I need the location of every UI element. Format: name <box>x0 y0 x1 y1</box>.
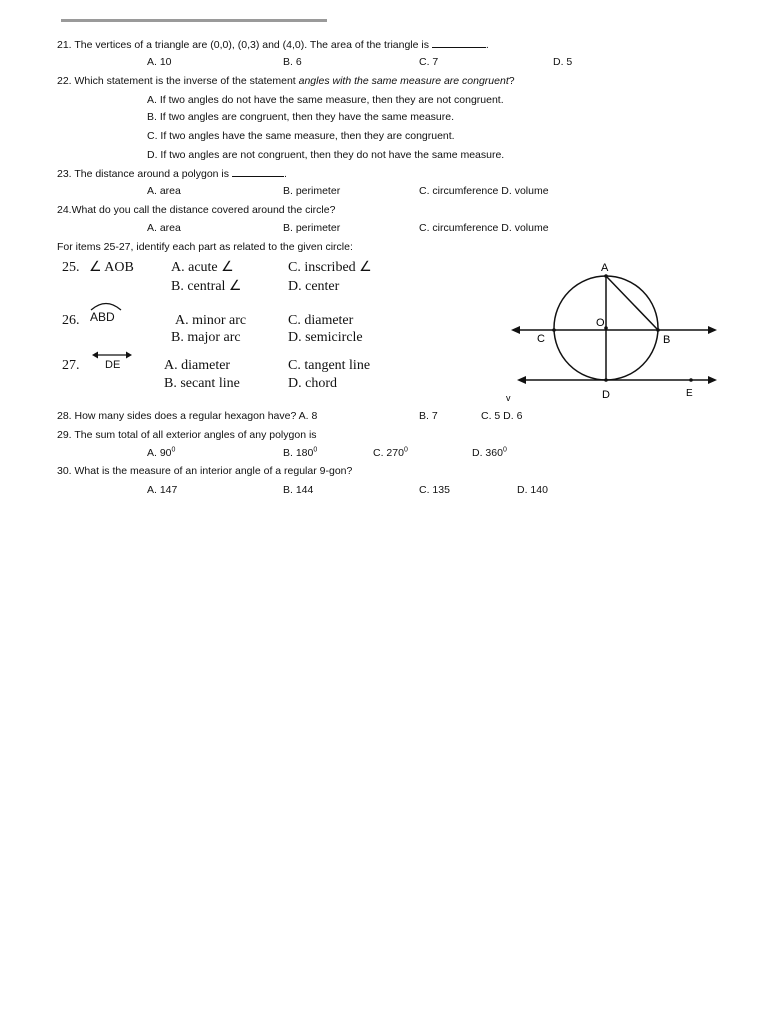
instructions: For items 25-27, identify each part as related to the given circle: <box>57 241 353 253</box>
q24-choice-cd: C. circumference D. volume <box>419 222 549 234</box>
q29-choice-c: C. $270^0$ <box>373 446 408 459</box>
q25-label: ∠ AOB <box>89 260 134 275</box>
point-label-o: O <box>596 317 605 329</box>
q21-choice-d: D. 5 <box>553 56 573 68</box>
q26-choice-d: D. semicircle <box>288 330 363 345</box>
q25-choice-b: B. central ∠ <box>171 279 242 294</box>
question-29-stem: 29. The sum total of all exterior angles of any polygon is <box>57 429 317 441</box>
q26-choice-c: C. diameter <box>288 313 354 328</box>
q27-choice-d: D. chord <box>288 376 337 391</box>
chord-ab <box>606 276 658 330</box>
q24-choice-b: B. perimeter <box>283 222 341 234</box>
q29-choice-d: D. $360^0$ <box>472 446 507 459</box>
q27-choice-c: C. tangent line <box>288 358 371 373</box>
q22-choice-b: B. If two angles are congruent, then they have the same measure. <box>147 111 455 123</box>
question-24-stem: 24.What do you call the distance covered around the circle? <box>57 204 336 216</box>
question-22-stem: 22. Which statement is the inverse of the statement angles with the same measure are congruent? <box>57 75 515 87</box>
q26-choice-a: A. minor arc <box>175 313 247 328</box>
top-rule <box>61 19 327 22</box>
question-30-stem: 30. What is the measure of an interior angle of a regular 9-gon? <box>57 465 353 477</box>
q27-choice-b: B. secant line <box>164 376 240 391</box>
point-label-a: A <box>601 262 609 274</box>
q27-choice-a: A. diameter <box>164 358 231 373</box>
q22-choice-d: D. If two angles are not congruent, then they do not have the same measure. <box>147 149 505 161</box>
point-label-b: B <box>663 334 671 346</box>
q30-choice-c: C. 135 <box>419 484 450 496</box>
q28-choice-cd: C. 5 D. 6 <box>481 410 523 422</box>
point-label-e: E <box>686 388 693 399</box>
point-label-c: C <box>537 333 545 345</box>
q23-choice-cd: C. circumference D. volume <box>419 185 549 197</box>
q30-choice-a: A. 147 <box>147 484 178 496</box>
q23-choice-b: B. perimeter <box>283 185 341 197</box>
question-28-stem: 28. How many sides does a regular hexagon have? A. 8 <box>57 410 318 422</box>
q25-choice-a: A. acute ∠ <box>171 260 234 275</box>
q25-number: 25. <box>62 260 80 275</box>
q21-choice-a: A. 10 <box>147 56 172 68</box>
q25-choice-d: D. center <box>288 279 340 294</box>
q23-choice-a: A. area <box>147 185 181 197</box>
question-21-stem: 21. The vertices of a triangle are (0,0), (0,3) and (4,0). The area of the triangle is . <box>57 39 489 51</box>
q22-choice-c: C. If two angles have the same measure, then they are congruent. <box>147 130 455 142</box>
question-23-stem: 23. The distance around a polygon is . <box>57 168 287 180</box>
q26-label: ABD <box>90 310 115 324</box>
point-label-v: v <box>506 393 511 403</box>
point-label-d: D <box>602 389 610 401</box>
q22-choice-a: A. If two angles do not have the same measure, then they are not congruent. <box>147 94 504 106</box>
q28-choice-b: B. 7 <box>419 410 438 422</box>
q30-choice-d: D. 140 <box>517 484 548 496</box>
q24-choice-a: A. area <box>147 222 181 234</box>
circle-figure <box>505 255 735 405</box>
q29-choice-b: B. $180^0$ <box>283 446 318 459</box>
q26-number: 26. <box>62 313 80 328</box>
q27-label: DE <box>105 359 121 371</box>
q30-choice-b: B. 144 <box>283 484 314 496</box>
q25-choice-c: C. inscribed ∠ <box>288 260 372 275</box>
q21-choice-b: B. 6 <box>283 56 302 68</box>
q26-choice-b: B. major arc <box>171 330 241 345</box>
q29-choice-a: A. $90^0$ <box>147 446 176 459</box>
q21-choice-c: C. 7 <box>419 56 439 68</box>
q27-number: 27. <box>62 358 80 373</box>
